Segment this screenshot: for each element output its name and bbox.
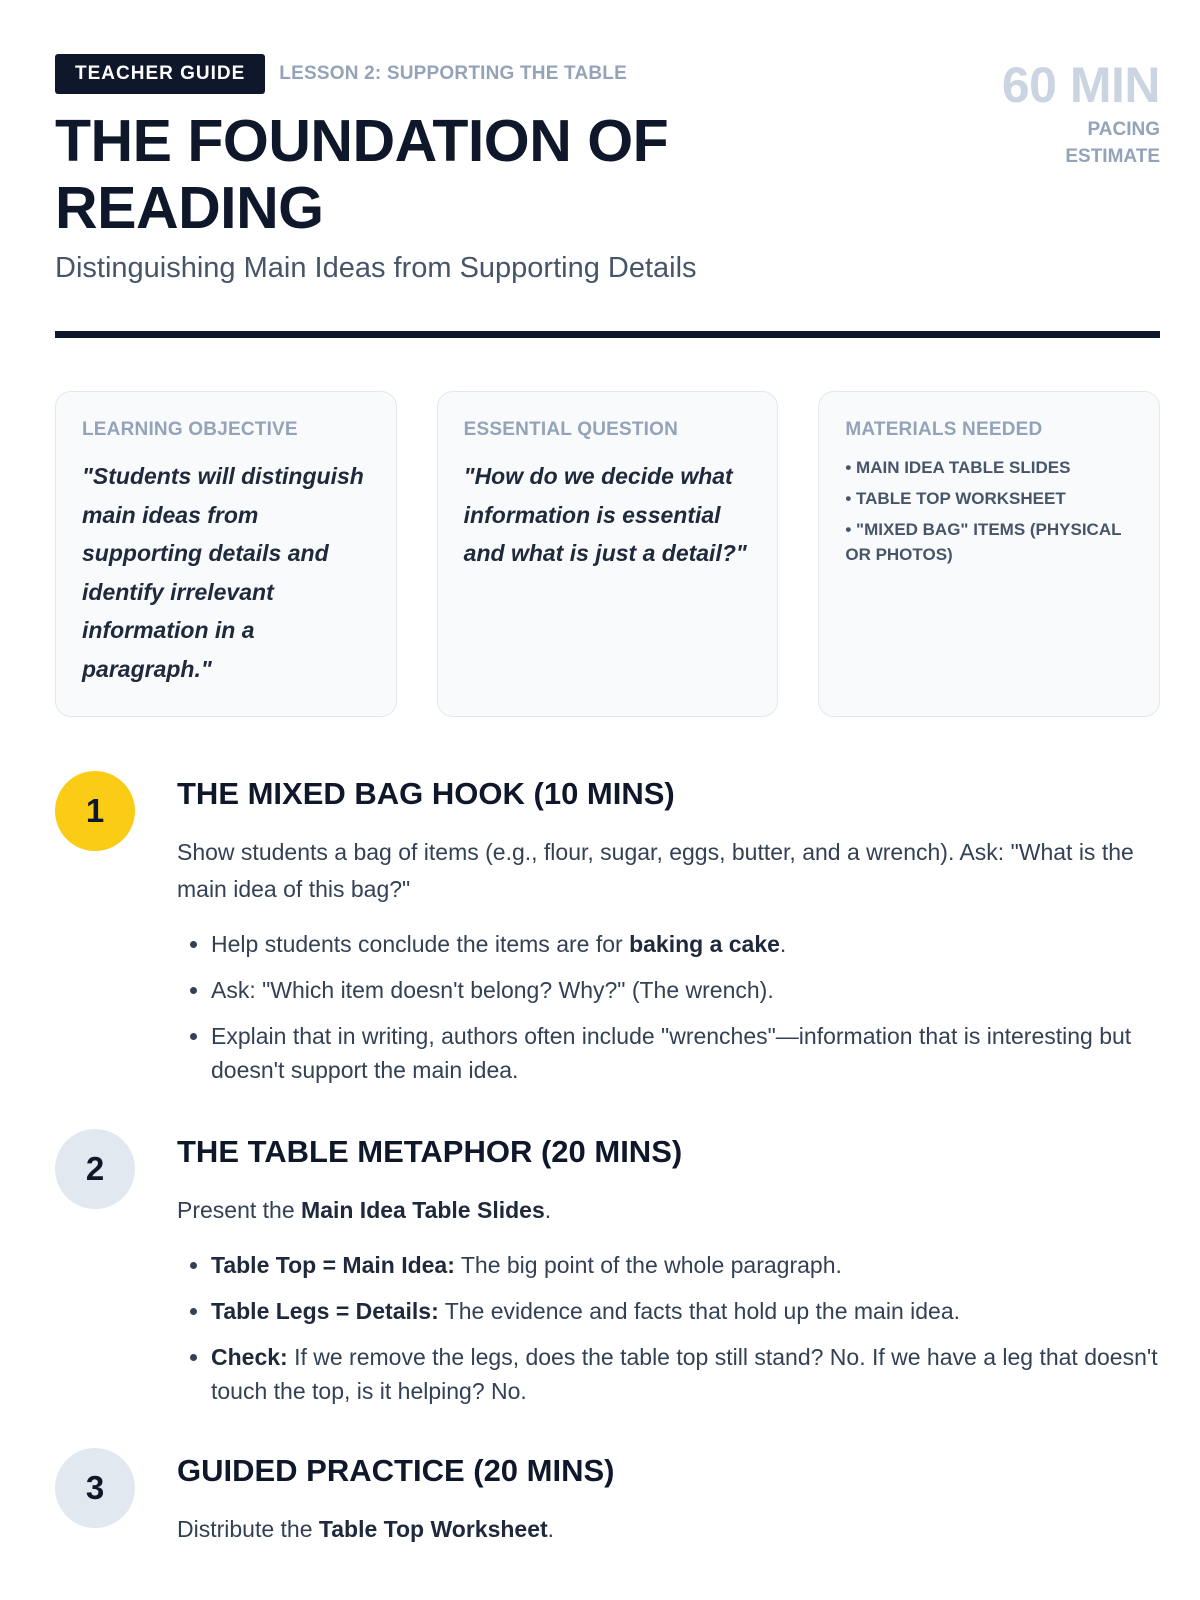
overview-cards xyxy=(55,391,1160,717)
teacher-guide-page xyxy=(55,54,1160,1548)
bullet-text: The big point of the whole paragraph. xyxy=(454,1252,842,1278)
step-number: 1 xyxy=(55,771,135,851)
bullet-emphasis: Table Top = Main Idea: xyxy=(211,1252,455,1278)
bullet-emphasis: Check: xyxy=(211,1344,288,1370)
bullet-text: If we remove the legs, does the table top still stand? No. If we have a leg that doesn't touch the top, is it helping? No. xyxy=(211,1344,1158,1404)
card-label: MATERIALS NEEDED xyxy=(845,419,1043,440)
list-item: • "MIXED BAG" ITEMS (PHYSICAL OR PHOTOS) xyxy=(845,517,1133,567)
list-item xyxy=(211,1019,1160,1087)
lesson-label: LESSON 2: SUPPORTING THE TABLE xyxy=(279,63,627,84)
bullet-emphasis: baking a cake xyxy=(629,931,780,957)
page-subtitle: Distinguishing Main Ideas from Supporting Details xyxy=(55,252,697,284)
pacing-estimate xyxy=(1002,54,1160,170)
step-title: GUIDED PRACTICE (20 MINS) xyxy=(177,1453,615,1488)
bullet-text: Explain that in writing, authors often include "wrenches"—information that is interesting but doesn't support the main idea. xyxy=(211,1023,1132,1083)
list-item xyxy=(211,1294,1160,1328)
list-item: • MAIN IDEA TABLE SLIDES xyxy=(845,455,1133,480)
bullet-text: The evidence and facts that hold up the main idea. xyxy=(438,1298,960,1324)
card-label: LEARNING OBJECTIVE xyxy=(82,419,298,440)
bullet-text: Ask: "Which item doesn't belong? Why?" (The wrench). xyxy=(211,977,774,1003)
essential-question-card xyxy=(437,391,779,717)
intro-text: Distribute the xyxy=(177,1516,319,1542)
bullet-text: . xyxy=(779,931,787,957)
teacher-guide-badge: TEACHER GUIDE xyxy=(55,54,265,94)
step-number: 3 xyxy=(55,1448,135,1528)
list-item: • TABLE TOP WORKSHEET xyxy=(845,486,1133,511)
list-item xyxy=(211,973,1160,1007)
step-bullets xyxy=(177,927,1160,1087)
intro-emphasis: Main Idea Table Slides xyxy=(301,1197,545,1223)
pacing-value: 60 MIN xyxy=(1001,57,1160,113)
step-intro: Show students a bag of items (e.g., flour, sugar, eggs, butter, and a wrench). Ask: "What is the main idea of this bag?" xyxy=(177,839,1134,902)
learning-objective-text: "Students will distinguish main ideas from supporting details and identify irrelevant information in a paragraph." xyxy=(82,463,364,682)
materials-needed-card xyxy=(818,391,1160,717)
essential-question-text: "How do we decide what information is essential and what is just a detail?" xyxy=(463,463,747,566)
pacing-label: PACING ESTIMATE xyxy=(1065,119,1160,167)
list-item xyxy=(211,927,1160,961)
page-title: THE FOUNDATION OF READING xyxy=(55,108,669,241)
step-mixed-bag-hook xyxy=(55,771,1160,1087)
header-divider xyxy=(55,331,1160,338)
step-guided-practice xyxy=(55,1448,1160,1548)
materials-list xyxy=(845,455,1133,567)
step-number: 2 xyxy=(55,1129,135,1209)
list-item xyxy=(211,1340,1160,1408)
bullet-text: Help students conclude the items are for xyxy=(211,931,630,957)
step-bullets xyxy=(177,1248,1160,1408)
learning-objective-card xyxy=(55,391,397,717)
intro-emphasis: Table Top Worksheet xyxy=(318,1516,548,1542)
intro-text: . xyxy=(547,1516,555,1542)
step-intro xyxy=(177,1511,1160,1548)
card-label: ESSENTIAL QUESTION xyxy=(463,419,679,440)
step-title: THE MIXED BAG HOOK (10 MINS) xyxy=(177,776,675,811)
header-topline xyxy=(55,54,1160,94)
step-table-metaphor xyxy=(55,1129,1160,1408)
intro-text: Present the xyxy=(177,1197,302,1223)
list-item xyxy=(211,1248,1160,1282)
step-intro xyxy=(177,1192,1160,1229)
intro-text: . xyxy=(544,1197,552,1223)
bullet-emphasis: Table Legs = Details: xyxy=(211,1298,439,1324)
step-title: THE TABLE METAPHOR (20 MINS) xyxy=(177,1134,683,1169)
